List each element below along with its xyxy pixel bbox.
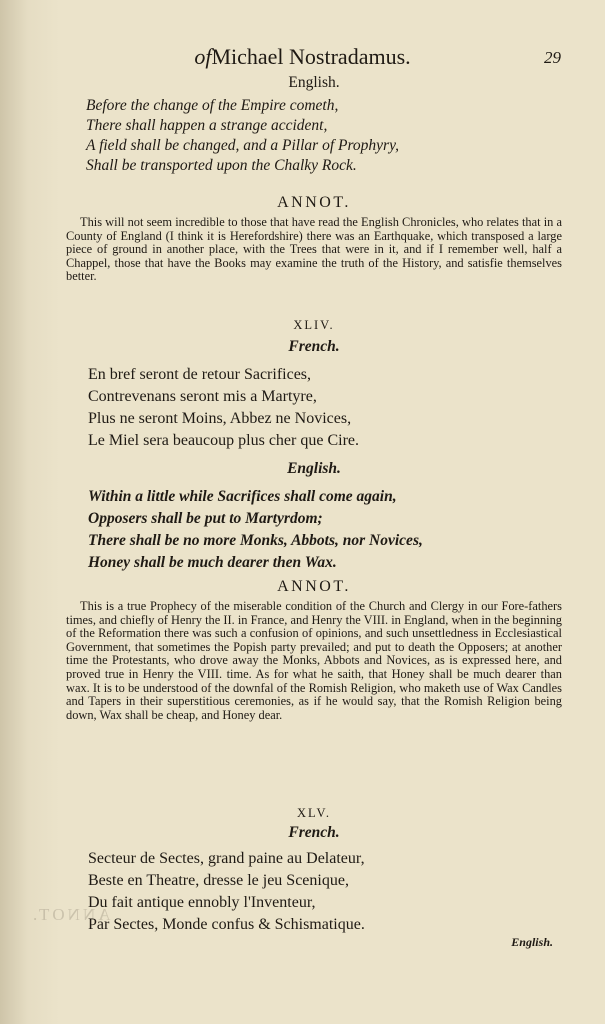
annotation-paragraph-2: This is a true Prophecy of the miserable condition of the Church and Clergy in our Fore-fathers times, and chiefly of Henry the II. in France, and Henry the VIII. in England, when in the beginning of the Reformation there was such a confusion of opinions, and such unsettledness in Ecclesiastical Government, that sometimes the Popish party prevailed; and put to death the Opposers; at another time the Protestants, who drove away the Monks, Abbots and Novices, as is expressed here, and proved true in Henry the VIII. time. As for what he saith, that Honey shall be much dearer than wax. It is to be understood of the downfal of the Romish Religion, who maketh use of Wax Candles and Tapers in their superstitious ceremonies, as if he would say, that the Romish Religion being down, Wax shall be cheap, and Honey dear.: [66, 599, 562, 722]
verse-line: Opposers shall be put to Martyrdom;: [88, 510, 323, 527]
quatrain-number-xlv: XLV.: [296, 806, 332, 820]
verse-line: Shall be transported upon the Chalky Rock.: [86, 157, 357, 174]
annotation-paragraph-1: This will not seem incredible to those that have read the English Chronicles, who relates that in a County of England (I think it is Herefordshire) there was an Earthquake, which transposed a large piece of ground in another place, with the Trees that were in it, and if I remember well, half a Chappel, those that have the Books may examine the truth of the History, and satisfie themselves better.: [66, 215, 562, 284]
verse-line: Within a little while Sacrifices shall come again,: [88, 488, 397, 505]
verse-line: Par Sectes, Monde confus & Schismatique.: [88, 916, 365, 933]
verse-line: Honey shall be much dearer then Wax.: [88, 554, 337, 571]
verse-line: Beste en Theatre, dresse le jeu Scenique,: [88, 872, 349, 889]
english-label-1: English.: [288, 74, 340, 91]
verse-line: Plus ne seront Moins, Abbez ne Novices,: [88, 410, 352, 427]
verse-line: Contrevenans seront mis a Martyre,: [88, 388, 317, 405]
page-number: 29: [544, 48, 561, 67]
french-label-3: French.: [288, 824, 340, 841]
french-verse-3: [88, 848, 580, 936]
bleed-through-text: ANNOT.: [30, 905, 111, 924]
french-label-2: French.: [288, 338, 340, 355]
english-verse-2: [88, 486, 580, 574]
verse-line: Le Miel sera beaucoup plus cher que Cire.: [88, 432, 360, 449]
verse-line: Du fait antique ennobly l'Inventeur,: [88, 894, 316, 911]
annot-heading-1: ANNOT.: [277, 194, 351, 211]
verse-line: A field shall be changed, and a Pillar of Prophyry,: [86, 137, 399, 154]
verse-line: En bref seront de retour Sacrifices,: [88, 366, 312, 383]
verse-line: Before the change of the Empire cometh,: [86, 97, 339, 114]
verse-line: There shall be no more Monks, Abbots, nor Novices,: [88, 532, 423, 549]
french-verse-2: [88, 364, 580, 452]
english-verse-1: [86, 96, 578, 176]
verse-line: There shall happen a strange accident,: [86, 117, 328, 134]
running-head: [0, 44, 605, 70]
english-label-2: English.: [287, 460, 341, 477]
catchword: English.: [511, 935, 553, 949]
running-head-of: of: [194, 44, 212, 69]
verse-line: Secteur de Sectes, grand paine au Delateur,: [88, 850, 365, 867]
annot-heading-2: ANNOT.: [277, 578, 351, 595]
running-head-title: Michael Nostradamus.: [211, 44, 411, 69]
quatrain-number-xliv: XLIV.: [293, 318, 335, 332]
